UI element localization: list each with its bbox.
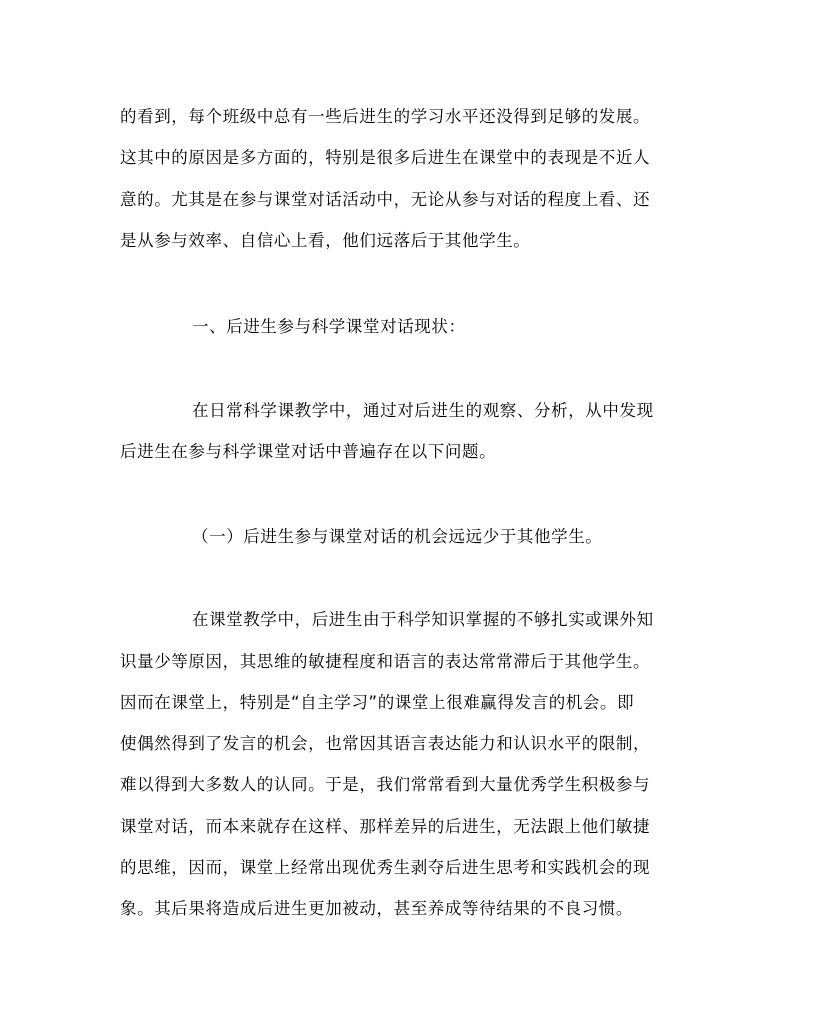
paragraph-line: 难以得到大多数人的认同。于是，我们常常看到大量优秀学生积极参与 [120,775,651,794]
paragraph-line: 这其中的原因是多方面的，特别是很多后进生在课堂中的表现是不近人 [120,148,651,167]
paragraph-line: 的思维，因而，课堂上经常出现优秀生剥夺后进生思考和实践机会的现 [120,858,651,877]
paragraph-line: 的看到，每个班级中总有一些后进生的学习水平还没得到足够的发展。 [120,107,651,126]
section-heading: 一、后进生参与科学课堂对话现状： [192,317,466,336]
paragraph-line: 是从参与效率、自信心上看，他们远落后于其他学生。 [120,231,531,250]
paragraph-line: 意的。尤其是在参与课堂对话活动中，无论从参与对话的程度上看、还 [120,190,651,209]
subsection-heading: （一）后进生参与课堂对话的机会远远少于其他学生。 [192,527,603,546]
paragraph-line: 课堂对话，而本来就存在这样、那样差异的后进生，无法跟上他们敏捷 [120,817,651,836]
paragraph-line: 后进生在参与科学课堂对话中普遍存在以下问题。 [120,442,497,461]
paragraph-line: 因而在课堂上，特别是“自主学习”的课堂上很难赢得发言的机会。即 [120,693,635,712]
paragraph-line: 使偶然得到了发言的机会，也常因其语言表达能力和认识水平的限制， [120,734,651,753]
paragraph-line: 在课堂教学中，后进生由于科学知识掌握的不够扎实或课外知 [192,610,654,629]
paragraph-line: 象。其后果将造成后进生更加被动，甚至养成等待结果的不良习惯。 [120,899,633,918]
paragraph-line: 在日常科学课教学中，通过对后进生的观察、分析，从中发现 [192,401,654,420]
paragraph-line: 识量少等原因，其思维的敏捷程度和语言的表达常常滞后于其他学生。 [120,652,651,671]
